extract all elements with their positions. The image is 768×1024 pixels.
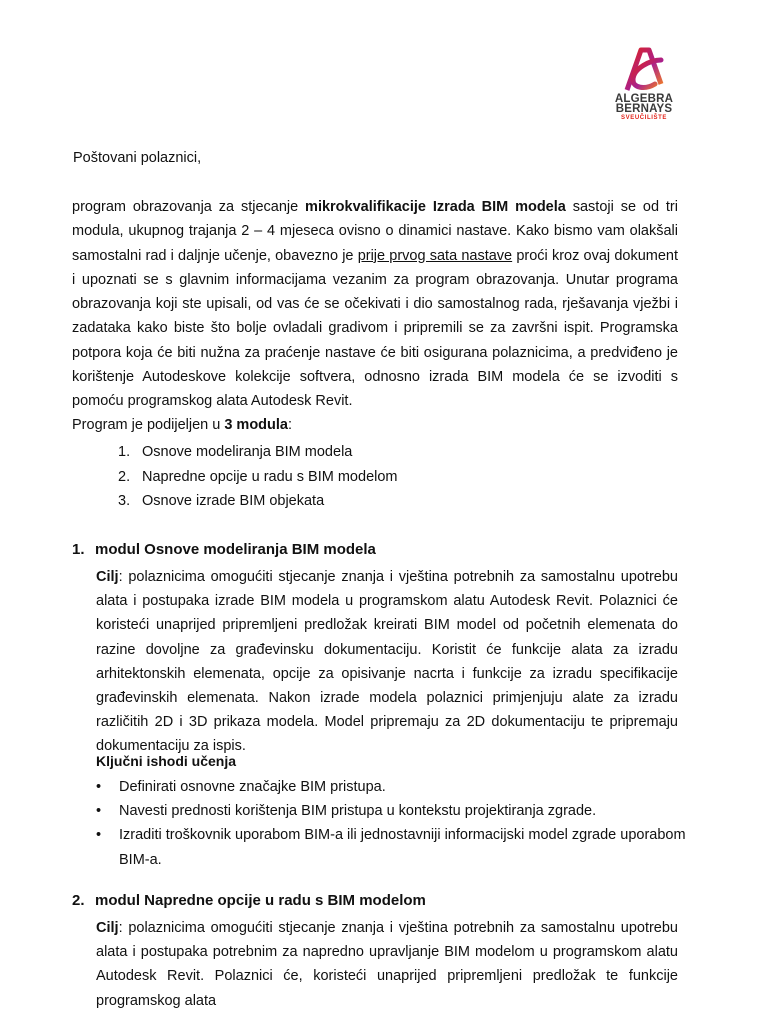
intro-text-1: program obrazovanja za stjecanje (72, 199, 306, 215)
section-2-title: modul Napredne opcije u radu s BIM modelom (95, 892, 426, 909)
intro-paragraph (72, 195, 678, 414)
module-list (118, 440, 398, 514)
list-item (118, 440, 398, 465)
section-1-outcomes-title: Ključni ishodi učenja (96, 753, 237, 769)
logo-line-bernays: BERNAYS (615, 103, 673, 115)
section-1-goal-text: : polaznicima omogućiti stjecanje znanja i vještina potrebnih za samostalnu upotrebu alata i postupaka izrade BIM modela u programskom alatu Autodesk Revit. Polaznici će koristeći unaprijed pripremljeni predložak kreirati BIM model od početnih elemenata do razine dovoljne za građevinsku dokumentaciju. Koristit će funkcije alata za izradu arhitektonskih elemenata, opcije za opisivanje nacrta i funkcije za izradu specifikacije građevinskih elemenata. Nakon izrade modela polaznici primjenjuju alate za izradu različitih 2D i 3D prikaza modela. Model pripremaju za 2D dokumentaciju te pripremaju dokumentaciju za ispis. (96, 569, 678, 755)
logo-line-sveuciliste: SVEUČILIŠTE (621, 115, 667, 121)
bullet-icon: • (96, 827, 102, 844)
list-item-number: 3. (118, 493, 131, 509)
list-item-label: Osnove modeliranja BIM modela (142, 444, 353, 460)
section-2-number: 2. (72, 892, 85, 909)
section-1-title: modul Osnove modeliranja BIM modela (95, 541, 376, 558)
logo-mark-icon (621, 44, 667, 94)
section-2-goal-text: : polaznicima omogućiti stjecanje znanja i vještina potrebnih za samostalnu upotrebu alata i postupaka potrebnim za napredno upravljanje BIM modelom u programskom alatu Autodesk Revit. Polaznici će, koristeći unaprijed pripremljeni predložak te funkcije programskog alata (96, 920, 678, 1009)
list-item (118, 489, 398, 514)
list-item (96, 823, 686, 871)
program-intro-bold: 3 modula (224, 417, 288, 433)
outcome-text: Navesti prednosti korištenja BIM pristupa u kontekstu projektiranja zgrade. (119, 803, 597, 820)
list-item-number: 2. (118, 468, 131, 485)
section-1-goal (96, 565, 678, 759)
section-2-goal-label: Cilj (96, 920, 119, 936)
list-item (96, 775, 686, 799)
outcome-text: Izraditi troškovnik uporabom BIM-a ili jednostavniji informacijski model zgrade uporabom BIM-a. (119, 827, 686, 868)
program-intro-colon: : (288, 417, 293, 433)
section-1-outcomes-list (96, 775, 686, 872)
list-item-number: 1. (118, 444, 131, 460)
list-item (118, 465, 398, 490)
greeting: Poštovani polaznici, (73, 150, 202, 166)
section-2-heading (72, 892, 426, 909)
section-2-goal (96, 916, 678, 1013)
list-item-label: Napredne opcije u radu s BIM modelom (142, 468, 398, 485)
intro-text-2: sastoji se od tri modula, ukupnog trajanja 2 – 4 mjeseca ovisno o dinamici nastave. Kako bismo vam olakšali samostalni rad i daljnje učenje, obavezno je (72, 199, 678, 264)
logo-line-algebra: ALGEBRA (614, 93, 674, 105)
section-1-goal-label: Cilj (96, 569, 119, 585)
intro-underlined-first-class: prije prvog sata nastave (357, 247, 513, 264)
program-intro (72, 417, 292, 433)
outcome-text: Definirati osnovne značajke BIM pristupa. (119, 779, 386, 795)
intro-bold-microqualification: mikrokvalifikacije Izrada BIM modela (305, 199, 566, 215)
bullet-icon: • (96, 803, 102, 820)
intro-text-3: proći kroz ovaj dokument i upoznati se s glavnim informacijama vezanim za program obrazovanja. Unutar programa obrazovanja koji ste upisali, od vas će se očekivati i dio samostalnog rada, rješavanja vježbi i zadataka kako biste što bolje ovladali gradivom i pripremili se za završni ispit. Programska potpora koja će biti nužna za praćenje nastave će biti osigurana polaznicima, a predviđeno je korištenje Autodeskove kolekcije softvera, odnosno izrada BIM modela će se izvoditi s pomoću programskog alata Autodesk Revit. (72, 247, 679, 410)
section-1-heading (72, 541, 376, 558)
list-item-label: Osnove izrade BIM objekata (142, 493, 325, 509)
algebra-bernays-logo (604, 44, 684, 134)
section-1-number: 1. (72, 541, 85, 558)
bullet-icon: • (96, 779, 102, 795)
program-intro-text: Program je podijeljen u (72, 417, 225, 433)
list-item (96, 799, 686, 823)
